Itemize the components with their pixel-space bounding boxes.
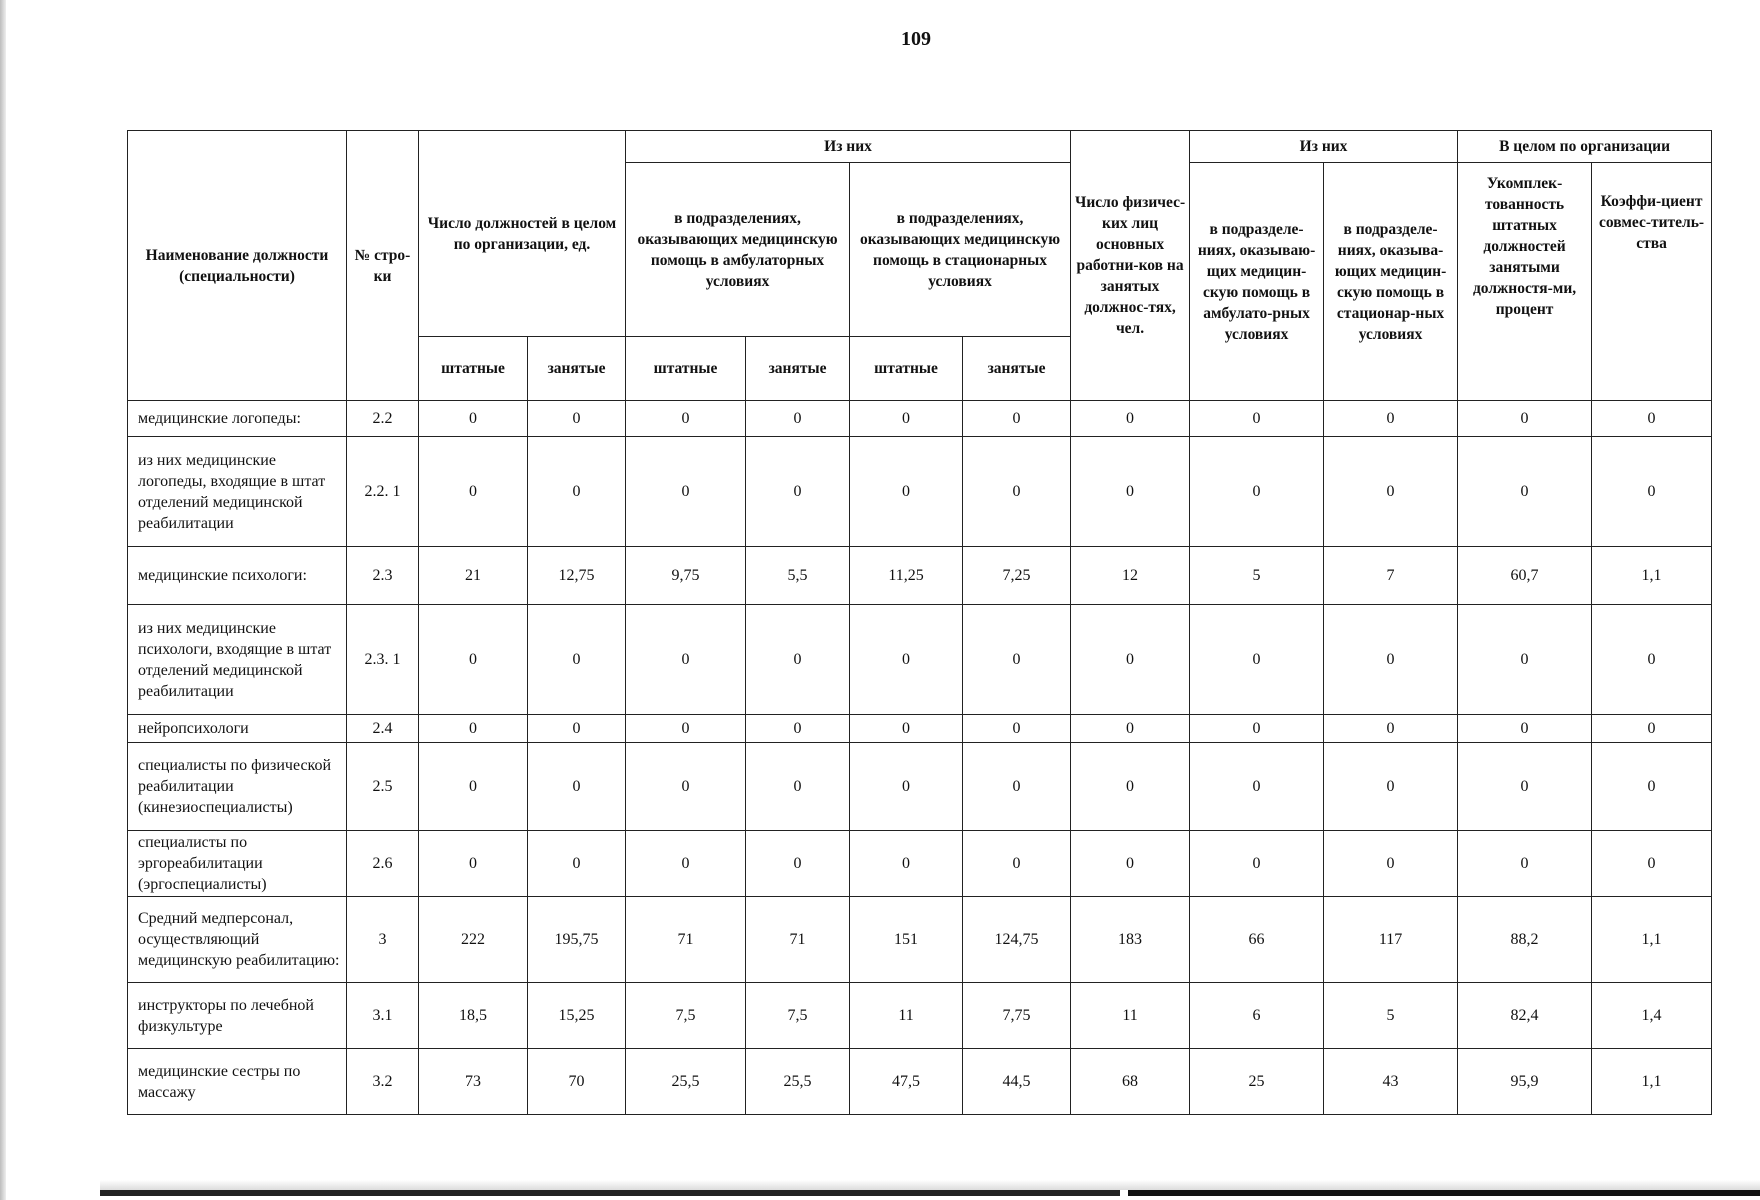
value-cell: 0 [963,437,1071,547]
value-cell: 68 [1071,1049,1190,1115]
position-name-cell: медицинские психологи: [128,547,347,605]
value-cell: 183 [1071,897,1190,983]
value-cell: 73 [419,1049,528,1115]
value-cell: 0 [1592,743,1712,831]
row-number-cell: 3.2 [347,1049,419,1115]
value-cell: 0 [626,605,746,715]
value-cell: 0 [419,401,528,437]
value-cell: 25,5 [626,1049,746,1115]
value-cell: 222 [419,897,528,983]
value-cell: 0 [963,605,1071,715]
value-cell: 0 [1324,715,1458,743]
value-cell: 0 [746,715,850,743]
value-cell: 0 [626,437,746,547]
value-cell: 0 [1071,437,1190,547]
value-cell: 0 [1324,437,1458,547]
value-cell: 11,25 [850,547,963,605]
position-name-cell: Средний медперсонал, осуществляющий медицинскую реабилитацию: [128,897,347,983]
position-name-cell: специалисты по физической реабилитации (кинезиоспециалисты) [128,743,347,831]
value-cell: 70 [528,1049,626,1115]
value-cell: 21 [419,547,528,605]
table-row [128,897,1712,983]
value-cell: 43 [1324,1049,1458,1115]
value-cell: 1,1 [1592,547,1712,605]
value-cell: 11 [850,983,963,1049]
value-cell: 0 [1071,743,1190,831]
value-cell: 0 [746,401,850,437]
header-persons: Число физичес-ких лиц основных работни-ков на занятых должнос-тях, чел. [1071,131,1190,401]
value-cell: 0 [528,831,626,897]
value-cell: 0 [1190,401,1324,437]
value-cell: 0 [850,715,963,743]
value-cell: 0 [626,401,746,437]
header-staff: штатные [626,337,746,401]
value-cell: 0 [1324,401,1458,437]
value-cell: 0 [1592,715,1712,743]
row-number-cell: 2.3 [347,547,419,605]
value-cell: 0 [419,743,528,831]
value-cell: 0 [1458,605,1592,715]
value-cell: 95,9 [1458,1049,1592,1115]
value-cell: 5,5 [746,547,850,605]
header-org-total: В целом по организации [1458,131,1712,163]
value-cell: 25,5 [746,1049,850,1115]
row-number-cell: 2.2 [347,401,419,437]
table-row [128,743,1712,831]
page-edge [0,0,6,1200]
value-cell: 0 [1592,401,1712,437]
table-row [128,983,1712,1049]
value-cell: 5 [1190,547,1324,605]
value-cell: 5 [1324,983,1458,1049]
header-total-positions: Число должностей в целом по организации, ед. [419,131,626,337]
value-cell: 9,75 [626,547,746,605]
row-number-cell: 2.2. 1 [347,437,419,547]
value-cell: 0 [746,831,850,897]
table-row [128,831,1712,897]
value-cell: 117 [1324,897,1458,983]
value-cell: 7,25 [963,547,1071,605]
value-cell: 47,5 [850,1049,963,1115]
header-row-no: № стро-ки [347,131,419,401]
value-cell: 151 [850,897,963,983]
value-cell: 0 [746,743,850,831]
value-cell: 1,1 [1592,897,1712,983]
position-name-cell: инструкторы по лечебной физкультуре [128,983,347,1049]
value-cell: 1,1 [1592,1049,1712,1115]
value-cell: 0 [1458,715,1592,743]
table-row [128,401,1712,437]
header-staff: штатные [419,337,528,401]
page-bottom-edge [100,1190,1120,1196]
table-body [128,401,1712,1115]
value-cell: 12 [1071,547,1190,605]
value-cell: 44,5 [963,1049,1071,1115]
value-cell: 71 [746,897,850,983]
row-number-cell: 2.6 [347,831,419,897]
table-row [128,547,1712,605]
header-stationary: в подразделениях, оказывающих медицинскую помощь в стационарных условиях [850,163,1071,337]
value-cell: 0 [746,605,850,715]
value-cell: 0 [1458,401,1592,437]
header-name: Наименование должности (специальности) [128,131,347,401]
value-cell: 60,7 [1458,547,1592,605]
value-cell: 18,5 [419,983,528,1049]
value-cell: 0 [1071,401,1190,437]
value-cell: 0 [1592,437,1712,547]
value-cell: 0 [1190,715,1324,743]
header-persons-ambulatory: в подразделе-ниях, оказываю-щих медицин-скую помощь в амбулато-рных условиях [1190,163,1324,401]
value-cell: 0 [1592,605,1712,715]
value-cell: 0 [963,743,1071,831]
value-cell: 0 [626,831,746,897]
row-number-cell: 3.1 [347,983,419,1049]
position-name-cell: из них медицинские психологи, входящие в штат отделений медицинской реабилитации [128,605,347,715]
value-cell: 0 [528,437,626,547]
value-cell: 0 [1324,831,1458,897]
value-cell: 0 [963,401,1071,437]
value-cell: 7,5 [746,983,850,1049]
value-cell: 12,75 [528,547,626,605]
value-cell: 0 [1458,743,1592,831]
value-cell: 0 [626,743,746,831]
value-cell: 0 [850,437,963,547]
position-name-cell: медицинские логопеды: [128,401,347,437]
value-cell: 0 [1071,715,1190,743]
position-name-cell: нейропсихологи [128,715,347,743]
value-cell: 0 [1324,605,1458,715]
value-cell: 6 [1190,983,1324,1049]
value-cell: 0 [963,715,1071,743]
row-number-cell: 2.4 [347,715,419,743]
header-staffing-percent: Укомплек-тованность штатных должностей занятыми должностя-ми, процент [1458,163,1592,401]
value-cell: 0 [419,831,528,897]
value-cell: 15,25 [528,983,626,1049]
value-cell: 0 [1071,831,1190,897]
value-cell: 0 [746,437,850,547]
value-cell: 0 [1592,831,1712,897]
header-occupied: занятые [746,337,850,401]
header-occupied: занятые [528,337,626,401]
value-cell: 0 [1190,831,1324,897]
header-of-them-1: Из них [626,131,1071,163]
value-cell: 0 [1458,831,1592,897]
value-cell: 0 [850,743,963,831]
header-of-them-2: Из них [1190,131,1458,163]
position-name-cell: специалисты по эргореабилитации (эргоспециалисты) [128,831,347,897]
value-cell: 0 [528,743,626,831]
header-coefficient: Коэффи-циент совмес-титель-ства [1592,163,1712,401]
page-number: 109 [901,28,931,50]
table-row [128,1049,1712,1115]
value-cell: 0 [626,715,746,743]
value-cell: 1,4 [1592,983,1712,1049]
value-cell: 124,75 [963,897,1071,983]
table-row [128,437,1712,547]
value-cell: 0 [850,605,963,715]
row-number-cell: 2.5 [347,743,419,831]
value-cell: 25 [1190,1049,1324,1115]
value-cell: 7 [1324,547,1458,605]
table-row [128,715,1712,743]
position-name-cell: медицинские сестры по массажу [128,1049,347,1115]
value-cell: 82,4 [1458,983,1592,1049]
value-cell: 0 [528,605,626,715]
value-cell: 0 [419,437,528,547]
row-number-cell: 3 [347,897,419,983]
value-cell: 0 [850,831,963,897]
value-cell: 7,75 [963,983,1071,1049]
value-cell: 0 [528,401,626,437]
header-staff: штатные [850,337,963,401]
value-cell: 0 [963,831,1071,897]
table-row [128,605,1712,715]
value-cell: 0 [419,605,528,715]
value-cell: 0 [1190,743,1324,831]
value-cell: 0 [1190,605,1324,715]
value-cell: 71 [626,897,746,983]
value-cell: 11 [1071,983,1190,1049]
value-cell: 7,5 [626,983,746,1049]
value-cell: 0 [1190,437,1324,547]
value-cell: 0 [528,715,626,743]
row-number-cell: 2.3. 1 [347,605,419,715]
page-bottom-edge [1128,1190,1760,1196]
staffing-table [127,130,1712,1115]
value-cell: 66 [1190,897,1324,983]
value-cell: 0 [419,715,528,743]
value-cell: 0 [850,401,963,437]
value-cell: 0 [1458,437,1592,547]
value-cell: 0 [1324,743,1458,831]
page-bottom-shadow [100,1180,1760,1190]
value-cell: 88,2 [1458,897,1592,983]
value-cell: 195,75 [528,897,626,983]
position-name-cell: из них медицинские логопеды, входящие в штат отделений медицинской реабилитации [128,437,347,547]
header-ambulatory: в подразделениях, оказывающих медицинскую помощь в амбулаторных условиях [626,163,850,337]
header-occupied: занятые [963,337,1071,401]
value-cell: 0 [1071,605,1190,715]
header-persons-stationary: в подразделе-ниях, оказыва-ющих медицин-скую помощь в стационар-ных условиях [1324,163,1458,401]
